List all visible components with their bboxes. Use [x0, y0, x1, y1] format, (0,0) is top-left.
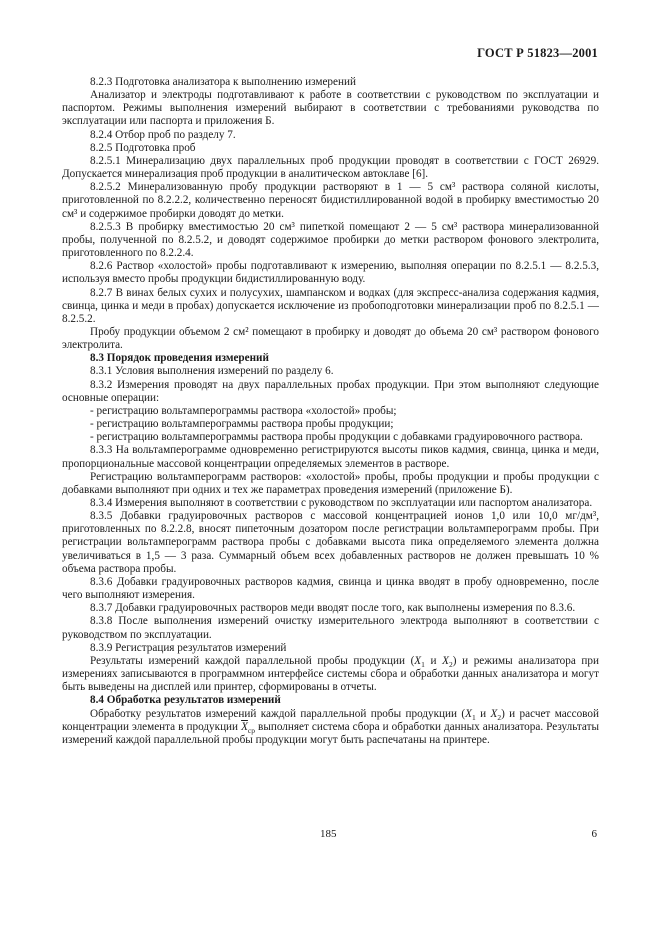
- paragraph: 8.2.6 Раствор «холостой» пробы подготавливают к измерению, выполняя операции по 8.2.5.1 — 8.2.5.3, используя вместо пробы продукции бидистиллированную воду.: [62, 260, 599, 286]
- paragraph: Анализатор и электроды подготавливают к работе в соответствии с руководством по эксплуатации и паспортом. Режимы выполнения измерений выбирают в соответствии с требованиями руководства по эксплуатации или паспорта и приложения Б.: [62, 89, 599, 128]
- mean-symbol: $\overline{X}$: [241, 720, 248, 733]
- paragraph: 8.3.8 После выполнения измерений очистку измерительного электрода выполняют в соответствии с руководством по эксплуатации.: [62, 615, 599, 641]
- paragraph: 8.3.2 Измерения проводят на двух параллельных пробах продукции. При этом выполняют следующие основные операции:: [62, 378, 599, 404]
- list-item: - регистрацию вольтамперограммы раствора пробы продукции с добавками градуировочного раствора.: [90, 431, 583, 444]
- footer-number: 185: [320, 828, 337, 840]
- paragraph: 8.3.5 Добавки градуировочных растворов с массовой концентрацией ионов 1,0 или 10,0 мг/дм³, приготовленных по 8.2.2.8, вносят пипеточным дозатором после регистрации вольтамперограмм пробы. При регистрации вольтамперограмм раствора пробы с добавками высота пика определяемого элемента должна увеличиваться в 1,5 — 3 раза. Суммарный объем всех добавленных растворов не должен превышать 10 % объема раствора пробы.: [62, 510, 599, 575]
- paragraph: 8.2.7 В винах белых сухих и полусухих, шампанском и водках (для экспресс-анализа содержания кадмия, свинца, цинка и меди в пробах) допускается исключение из пробоподготовки минерализации проб по 8.2.5.1 — 8.2.5.2.: [62, 286, 599, 325]
- section-heading: 8.4 Обработка результатов измерений: [90, 694, 281, 707]
- paragraph: Регистрацию вольтамперограмм растворов: «холостой» пробы, пробы продукции и пробы продукции с добавками выполняют при одних и тех же параметрах проведения измерений (приложение Б).: [62, 470, 599, 496]
- paragraph: 8.3.3 На вольтамперограмме одновременно регистрируются высоты пиков кадмия, свинца, цинка и меди, пропорциональные массовой концентрации определяемых элементов в растворе.: [62, 444, 599, 470]
- paragraph: 8.3.1 Условия выполнения измерений по разделу 6.: [90, 365, 334, 378]
- paragraph: Пробу продукции объемом 2 см² помещают в пробирку и доводят до объема 20 см³ раствором фонового электролита.: [62, 325, 599, 352]
- paragraph: 8.3.7 Добавки градуировочных растворов меди вводят после того, как выполнены измерения по 8.3.6.: [90, 602, 576, 615]
- paragraph: 8.3.6 Добавки градуировочных растворов кадмия, свинца и цинка вводят в пробу одновременно, после чего выполняют измерения.: [62, 575, 599, 602]
- subsection-title: 8.3.9 Регистрация результатов измерений: [90, 641, 287, 654]
- list-item: - регистрацию вольтамперограммы раствора «холостой» пробы;: [90, 404, 397, 417]
- paragraph-with-formula: Обработку результатов измерений каждой параллельной пробы продукции ($X_1$ и $X_2$) и расчет массовой концентрации элемента в продукции $\overline{X}_{ср}$ выполняет система сбора и обработки данных анализатора. Результаты измерений каждой параллельной пробы продукции могут быть распечатаны на принтере.: [62, 707, 599, 746]
- paragraph: 8.2.5.2 Минерализованную пробу продукции растворяют в 1 — 5 см³ раствора соляной кислоты, приготовленной по 8.2.2.2, количественно переносят бидистиллированной водой в пробирку вместимостью 20 см³ и содержимое пробирки доводят до метки.: [62, 181, 599, 220]
- paragraph: 8.3.4 Измерения выполняют в соответствии с руководством по эксплуатации или паспортом анализатора.: [90, 497, 593, 509]
- paragraph-with-formula: Результаты измерений каждой параллельной пробы продукции ($X_1$ и $X_2$) и режимы анализатора при измерениях записываются в программном интерфейсе системы сбора и обработки данных анализатора и могут быть выведены на дисплей или принтер, сформированы в отчеты.: [62, 654, 599, 694]
- subsection-title: 8.2.5 Подготовка проб: [90, 141, 196, 154]
- paragraph: 8.2.4 Отбор проб по разделу 7.: [90, 128, 236, 141]
- list-item: - регистрацию вольтамперограммы раствора пробы продукции;: [90, 418, 394, 431]
- paragraph: 8.2.5.3 В пробирку вместимостью 20 см³ пипеткой помещают 2 — 5 см³ раствора минерализованной пробы, полученной по 8.2.5.2, и доводят содержимое пробирки до метки раствором фонового электролита, приготовленного по 8.2.2.4.: [62, 220, 599, 260]
- page-number: 6: [591, 828, 597, 840]
- paragraph: 8.2.5.1 Минерализацию двух параллельных проб продукции проводят в соответствии с ГОСТ 26929. Допускается минерализация проб продукции в аналитическом автоклаве [6].: [62, 154, 599, 181]
- document-body: [62, 76, 599, 747]
- section-heading: 8.3 Порядок проведения измерений: [90, 352, 269, 365]
- standard-code: ГОСТ Р 51823—2001: [477, 46, 598, 60]
- subsection-title: 8.2.3 Подготовка анализатора к выполнению измерений: [90, 76, 356, 88]
